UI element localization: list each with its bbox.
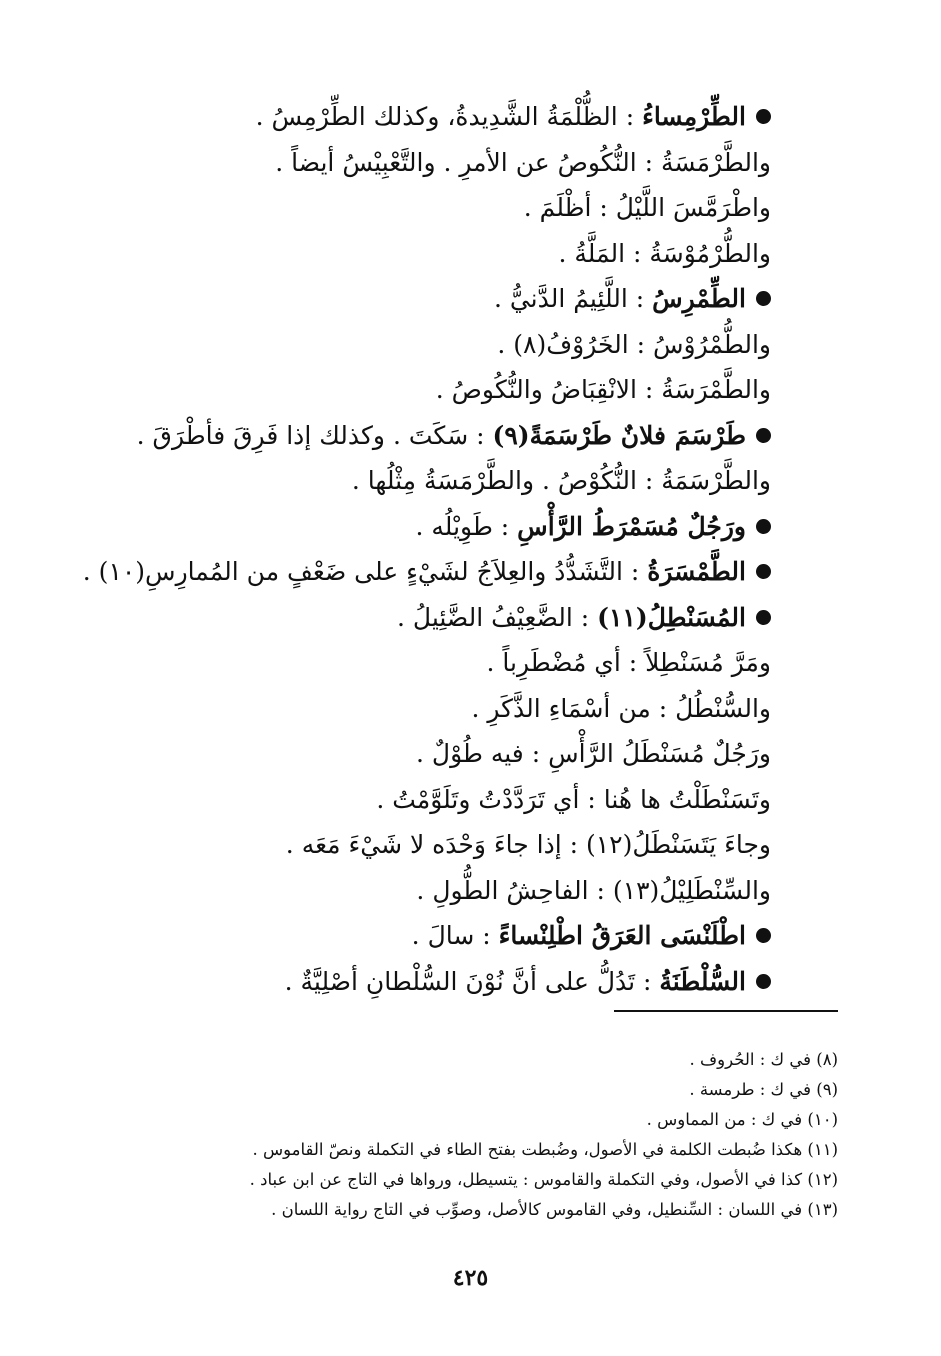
bullet-dot-icon — [756, 428, 771, 443]
footnote: (١٢) كذا في الأصول، وفي التكملة والقاموس : يتسيطل، ورواها في التاج عن ابن عباد . — [249, 1170, 838, 1189]
entry-line — [71, 959, 771, 1005]
entry-line — [71, 367, 771, 413]
entry-line — [71, 549, 771, 595]
entry-headword: طَرْسَمَ فلانٌ طَرْسَمَةً(٩) — [492, 420, 746, 450]
bullet-dot-icon — [756, 291, 771, 306]
entry-line — [71, 595, 771, 641]
entry-text: : سَكَتَ . وكذلك إذا فَرِقَ فأطْرَقَ . — [136, 420, 493, 450]
entry-text: والطُّرْمُوْسَةُ : المَلَّةُ . — [558, 238, 771, 268]
entry-line — [71, 231, 771, 277]
entry-line — [71, 276, 771, 322]
entry-text: والطَّرْمَسَةُ : النُّكُوصُ عن الأمرِ . والتَّعْبِيْسُ أيضاً . — [275, 147, 771, 177]
entry-line — [71, 185, 771, 231]
entry-headword: السُّلْطَنَةُ — [659, 966, 746, 996]
entry-text: والطَّرْسَمَةُ : النُّكُوْصُ . والطَّرْمَسَةُ مِثْلُها . — [351, 466, 771, 495]
entry-headword: الطِّمْرِسُ — [652, 284, 746, 313]
footnotes — [98, 1045, 838, 1225]
entry-text: : الضَّعِيْفُ الضَّئِيلُ . — [397, 602, 598, 632]
entry-headword: ورَجُلٌ مُسَمْرَطُ الرَّأْسِ — [517, 511, 746, 541]
bullet-dot-icon — [756, 109, 771, 124]
entries-list — [71, 94, 771, 1004]
entry-line — [71, 868, 771, 914]
entry-line — [71, 322, 771, 368]
entry-text: والطَّمْرَسَةُ : الانْقِبَاضُ والنُّكُوصُ . — [435, 375, 771, 404]
footnote: (١٣) في اللسان : السِّنطيل، وفي القاموس كالأصل، وصوِّب في التاج رواية اللسان . — [271, 1200, 838, 1219]
page-number: ٤٢٥ — [452, 1265, 489, 1291]
entry-line — [71, 686, 771, 732]
entry-text: : التَّشَدُّدُ والعِلاَجُ لشَيْءٍ على ضَعْفٍ من المُمارِسِ(١٠) . — [82, 557, 648, 586]
entry-text: : طَوِيْلُه . — [415, 511, 518, 541]
entry-text: وتَسَنْطَلْتُ ها هُنا : أي تَرَدَّدْتُ وتَلَوَّمْتُ . — [376, 784, 771, 814]
entry-line — [71, 504, 771, 550]
entry-text: : الظُّلْمَةُ الشَّدِيدةُ، وكذلك الطِّرْمِسُ . — [255, 102, 643, 131]
entry-line — [71, 458, 771, 504]
footnote-separator — [614, 1010, 838, 1012]
entry-line — [71, 140, 771, 186]
footnote: (٨) في ك : الحُروف . — [689, 1050, 838, 1069]
footnote: (٩) في ك : طرمسة . — [689, 1080, 838, 1099]
bullet-dot-icon — [756, 974, 771, 989]
entry-text: : اللَّئِيمُ الدَّنيُّ . — [493, 284, 653, 313]
entry-text: ومَرَّ مُسَنْطِلاً : أي مُضْطَرِباً . — [486, 648, 771, 677]
entry-line — [71, 94, 771, 140]
entry-text: والطُّمْرُوْسُ : الخَرُوْفُ(٨) . — [497, 329, 771, 359]
entry-text: : تَدُلُّ على أنَّ نُوْنَ السُّلْطانِ أصْلِيَّةٌ . — [284, 966, 660, 996]
bullet-dot-icon — [756, 928, 771, 943]
entry-text: والسُّنْطُلُ : من أسْمَاءِ الذَّكَرِ . — [471, 693, 771, 723]
entry-headword: المُسَنْطِلُ(١١) — [597, 602, 746, 632]
bullet-dot-icon — [756, 610, 771, 625]
entry-text: ورَجُلٌ مُسَنْطَلُ الرَّأْسِ : فيه طُوْلٌ . — [416, 739, 771, 768]
bullet-dot-icon — [756, 564, 771, 579]
entry-line — [71, 822, 771, 868]
entry-text: واطْرَمَّسَ اللَّيْلُ : أظْلَمَ . — [523, 193, 771, 222]
entry-text: : سالَ . — [411, 921, 499, 950]
entry-line — [71, 413, 771, 459]
entry-text: وجاءَ يَتَسَنْطَلُ(١٢) : إذا جاءَ وَحْدَه لا شَيْءَ مَعَه . — [285, 830, 771, 859]
entry-line — [71, 913, 771, 959]
bullet-dot-icon — [756, 519, 771, 534]
entry-text: والسِّنْطَلِيْلُ(١٣) : الفاحِشُ الطُّولِ . — [416, 875, 771, 905]
footnote: (١٠) في ك : من المماوس . — [646, 1110, 838, 1129]
entry-line — [71, 640, 771, 686]
entry-line — [71, 777, 771, 823]
footnote: (١١) هكذا ضُبطت الكلمة في الأصول، وضُبطت بفتح الطاء في التكملة ونصّ القاموس . — [252, 1140, 838, 1159]
entry-line — [71, 731, 771, 777]
entry-headword: اطْلَنْسَى العَرَقُ اطْلِنْساءً — [498, 921, 746, 950]
entry-headword: الطَّمْسَرَةُ — [647, 557, 746, 586]
entry-headword: الطِّرْمِساءُ — [642, 102, 746, 131]
